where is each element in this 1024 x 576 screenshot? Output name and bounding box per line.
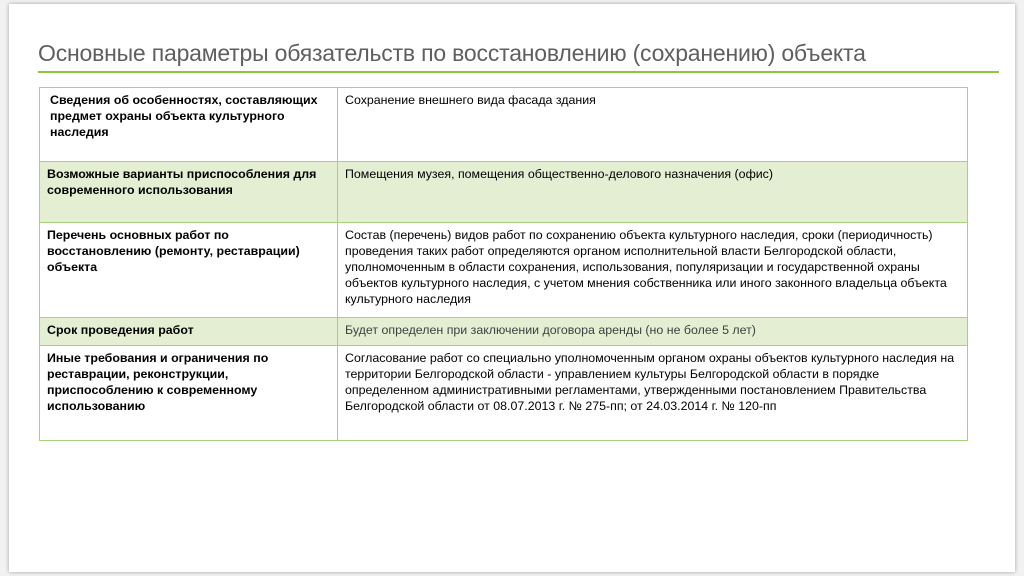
title-underline <box>38 71 999 73</box>
row-label: Срок проведения работ <box>40 318 338 346</box>
table-row <box>40 318 968 346</box>
row-label: Сведения об особенностях, составляющих предмет охраны объекта культурного наследия <box>40 88 338 162</box>
row-label: Возможные варианты приспособления для современного использования <box>40 162 338 223</box>
row-value: Согласование работ со специально уполномоченным органом охраны объектов культурного наследия на территории Белгородской области - управлением культуры Белгородской области в порядке определенном административными регламентами, утвержденными постановлением Правительства Белгородской области от 08.07.2013 г. № 275-пп; от 24.03.2014 г. № 120-пп <box>338 346 968 441</box>
parameters-table <box>39 87 968 441</box>
row-value: Помещения музея, помещения общественно-делового назначения (офис) <box>338 162 968 223</box>
row-label: Иные требования и ограничения по реставрации, реконструкции, приспособлению к современному использованию <box>40 346 338 441</box>
table-row <box>40 162 968 223</box>
row-value: Состав (перечень) видов работ по сохранению объекта культурного наследия, сроки (периодичность) проведения таких работ определяются органом исполнительной власти Белгородской области, уполномоченным в области сохранения, использования, популяризации и государственной охраны объектов культурного наследия, с учетом мнения собственника или иного законного владельца объекта культурного наследия <box>338 223 968 318</box>
table-row <box>40 88 968 162</box>
row-label: Перечень основных работ по восстановлению (ремонту, реставрации) объекта <box>40 223 338 318</box>
row-value: Будет определен при заключении договора аренды (но не более 5 лет) <box>338 318 968 346</box>
table-row <box>40 346 968 441</box>
slide <box>9 4 1015 572</box>
table-row <box>40 223 968 318</box>
row-value: Сохранение внешнего вида фасада здания <box>338 88 968 162</box>
slide-title: Основные параметры обязательств по восстановлению (сохранению) объекта <box>38 40 866 66</box>
